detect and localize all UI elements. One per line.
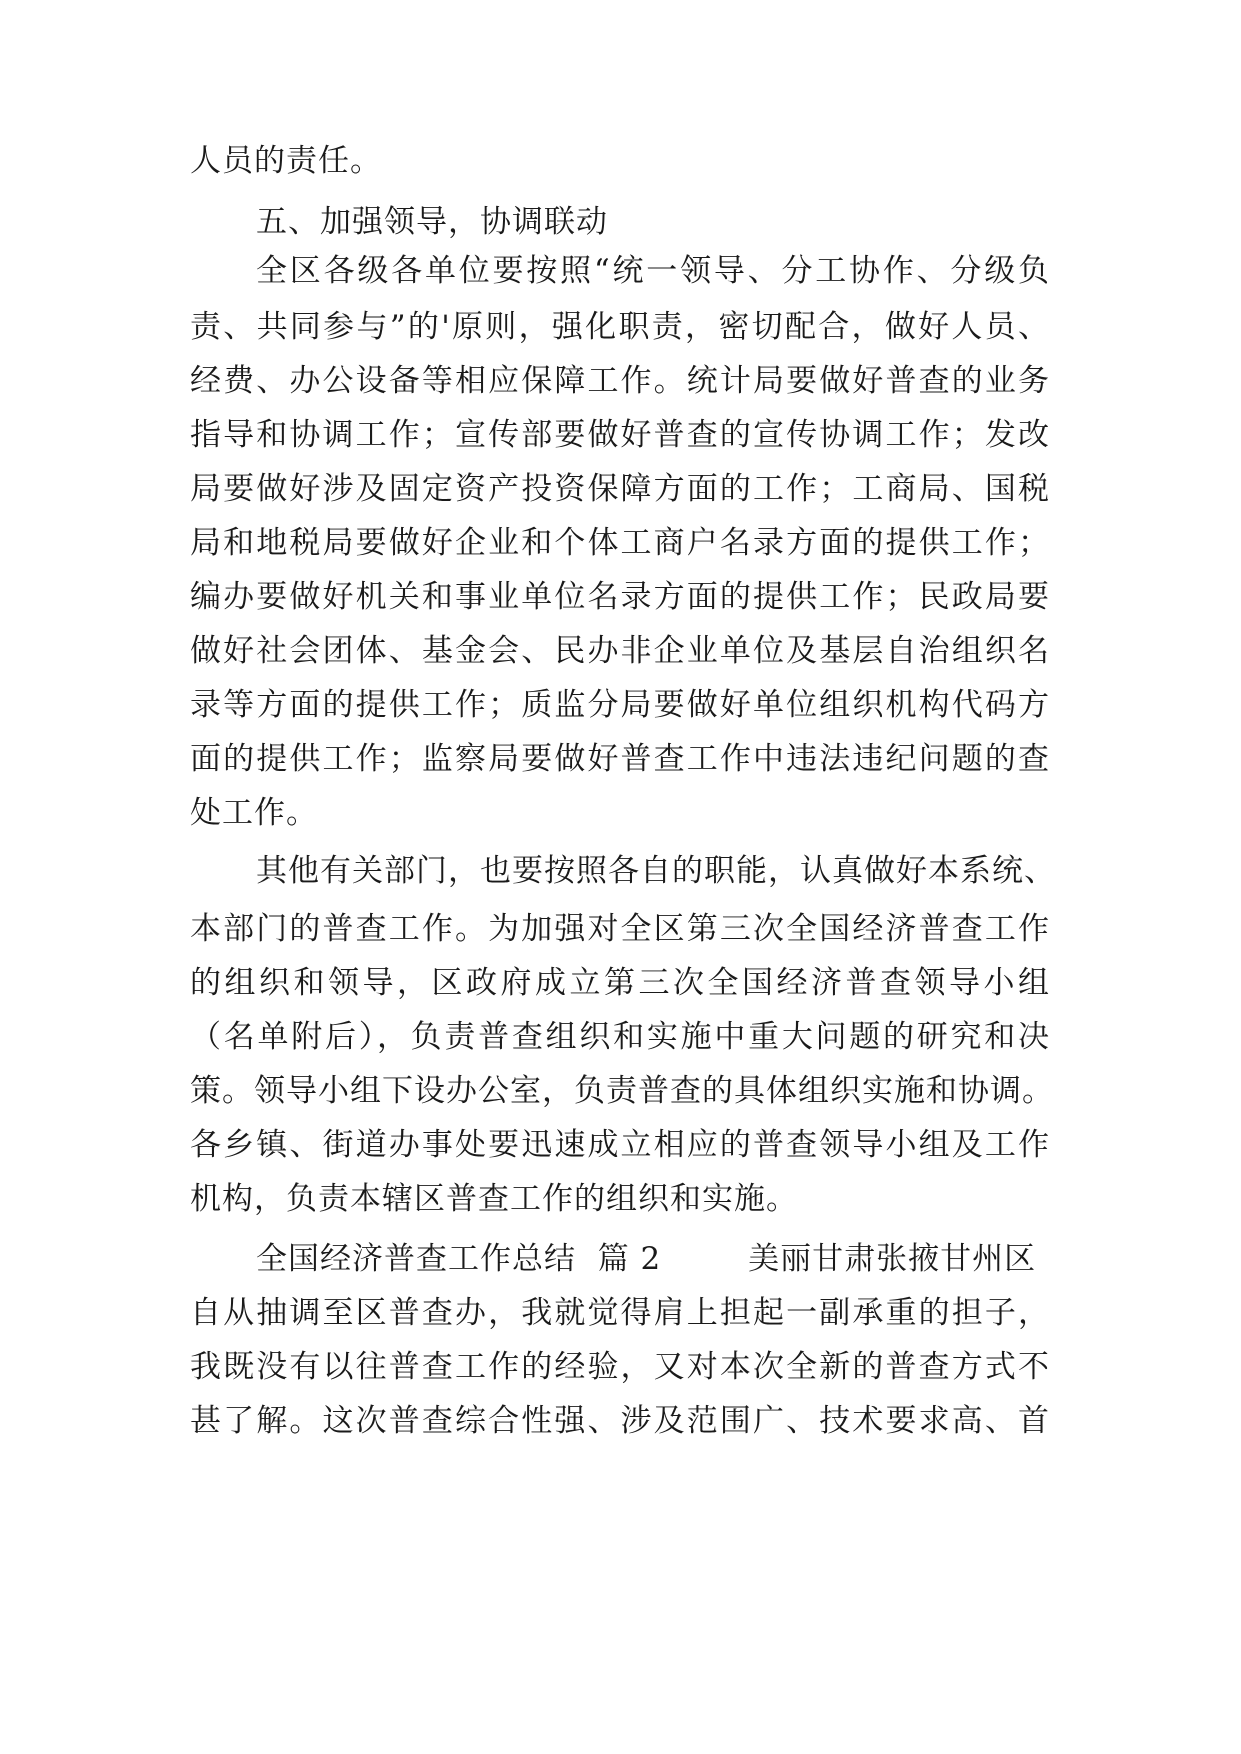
- text-line: 的组织和领导，区政府成立第三次全国经济普查领导小组: [190, 965, 1050, 1001]
- text-line: 机构，负责本辖区普查工作的组织和实施。: [190, 1181, 798, 1217]
- text-line: 各乡镇、街道办事处要迅速成立相应的普查领导小组及工作: [190, 1127, 1050, 1163]
- text-line: 责、共同参与”的'原则，强化职责，密切配合，做好人员、: [190, 309, 1050, 345]
- text-line: 我既没有以往普查工作的经验，又对本次全新的普查方式不: [190, 1349, 1050, 1385]
- text-line: 本部门的普查工作。为加强对全区第三次全国经济普查工作: [190, 911, 1050, 947]
- text-line: 面的提供工作；监察局要做好普查工作中违法违纪问题的查: [190, 741, 1050, 777]
- text-line: 局和地税局要做好企业和个体工商户名录方面的提供工作；: [190, 525, 1050, 561]
- text-line: 人员的责任。: [190, 143, 382, 179]
- text-line: 策。领导小组下设办公室，负责普查的具体组织实施和协调。: [190, 1073, 1054, 1109]
- text-line: 其他有关部门，也要按照各自的职能，认真做好本系统、: [256, 853, 1056, 889]
- text-line: 局要做好涉及固定资产投资保障方面的工作；工商局、国税: [190, 471, 1050, 507]
- text-line: 全区各级各单位要按照“统一领导、分工协作、分级负: [256, 253, 1050, 289]
- text-line: （名单附后），负责普查组织和实施中重大问题的研究和决: [190, 1019, 1050, 1055]
- text-line: 自从抽调至区普查办，我就觉得肩上担起一副承重的担子，: [190, 1295, 1050, 1331]
- section-heading: 五、加强领导，协调联动: [256, 204, 608, 240]
- text-line: 做好社会团体、基金会、民办非企业单位及基层自治组织名: [190, 633, 1050, 669]
- text-line: 甚了解。这次普查综合性强、涉及范围广、技术要求高、首: [190, 1403, 1050, 1439]
- text-line: 指导和协调工作；宣传部要做好普查的宣传协调工作；发改: [190, 417, 1050, 453]
- text-line: 处工作。: [190, 795, 318, 831]
- text-line: 经费、办公设备等相应保障工作。统计局要做好普查的业务: [190, 363, 1050, 399]
- section-title: 全国经济普查工作总结 篇 2 美丽甘肃张掖甘州区: [256, 1241, 1037, 1277]
- text-line: 编办要做好机关和事业单位名录方面的提供工作；民政局要: [190, 579, 1050, 615]
- text-line: 录等方面的提供工作；质监分局要做好单位组织机构代码方: [190, 687, 1050, 723]
